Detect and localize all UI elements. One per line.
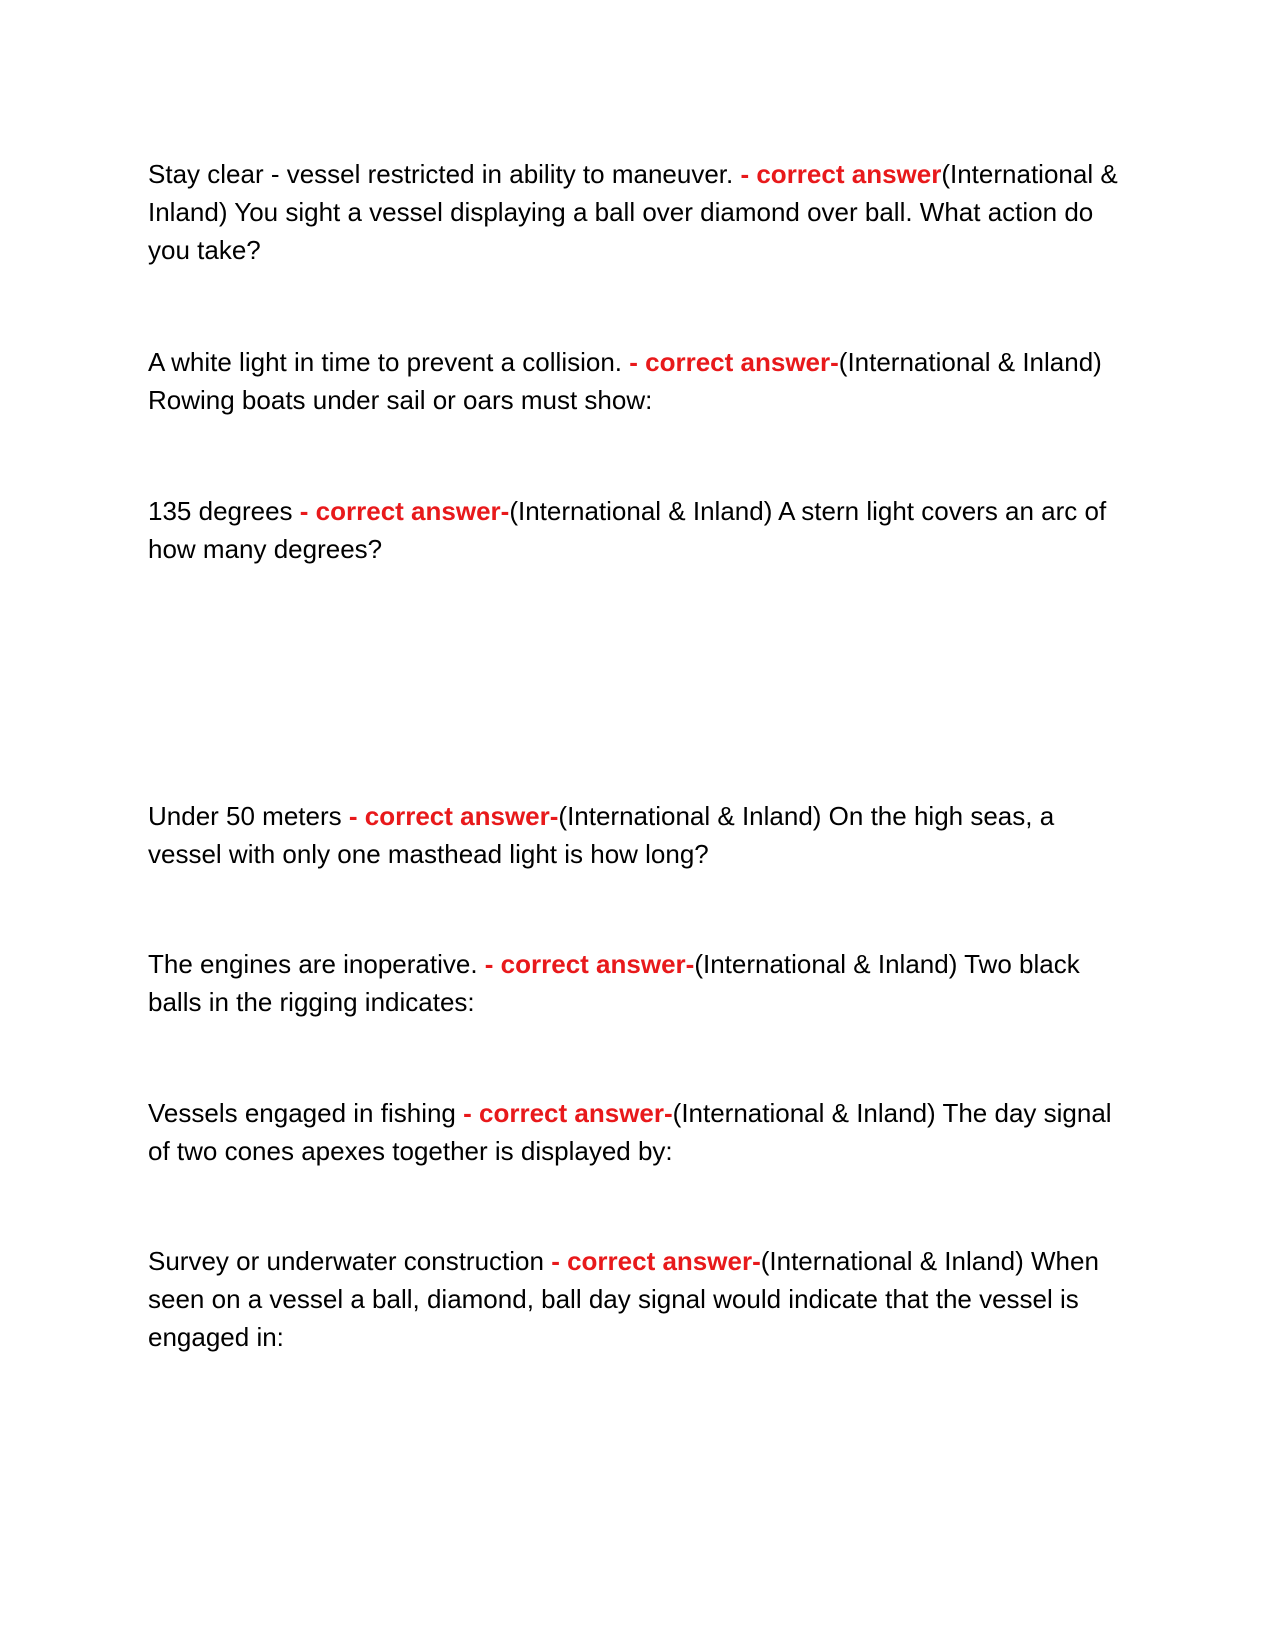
answer-text: Under 50 meters — [148, 801, 349, 831]
question-text: (International & Inland) When seen on a vessel a ball, diamond, ball day signal would indicate that the vessel is engaged in: — [148, 1246, 1099, 1352]
correct-answer-label: - correct answer- — [463, 1098, 673, 1128]
question-text: (International & Inland) A stern light covers an arc of how many degrees? — [148, 496, 1107, 564]
qa-entry — [148, 155, 1128, 269]
qa-entry — [148, 1242, 1128, 1356]
qa-entry — [148, 343, 1128, 419]
question-text: (International & Inland) On the high seas, a vessel with only one masthead light is how long? — [148, 801, 1055, 869]
answer-text: A white light in time to prevent a collision. — [148, 347, 630, 377]
answer-text: Stay clear - vessel restricted in ability to maneuver. — [148, 159, 741, 189]
qa-entry — [148, 1094, 1128, 1170]
correct-answer-label: - correct answer — [740, 159, 942, 189]
qa-entry — [148, 797, 1128, 873]
correct-answer-label: - correct answer- — [551, 1246, 761, 1276]
question-text: (International & Inland) Two black balls in the rigging indicates: — [148, 949, 1080, 1017]
correct-answer-label: - correct answer- — [629, 347, 839, 377]
question-text: (International & Inland) The day signal of two cones apexes together is displayed by: — [148, 1098, 1112, 1166]
correct-answer-label: - correct answer- — [348, 801, 559, 831]
answer-text: The engines are inoperative. — [148, 949, 485, 979]
qa-entry — [148, 492, 1128, 568]
answer-text: Vessels engaged in fishing — [148, 1098, 464, 1128]
answer-text: Survey or underwater construction — [148, 1246, 552, 1276]
correct-answer-label: - correct answer- — [299, 496, 510, 526]
correct-answer-label: - correct answer- — [484, 949, 695, 979]
question-text: (International & Inland) You sight a vessel displaying a ball over diamond over ball. What action do you take? — [148, 159, 1118, 265]
qa-entry — [148, 945, 1128, 1021]
answer-text: 135 degrees — [148, 496, 300, 526]
question-text: (International & Inland) Rowing boats under sail or oars must show: — [148, 347, 1102, 415]
